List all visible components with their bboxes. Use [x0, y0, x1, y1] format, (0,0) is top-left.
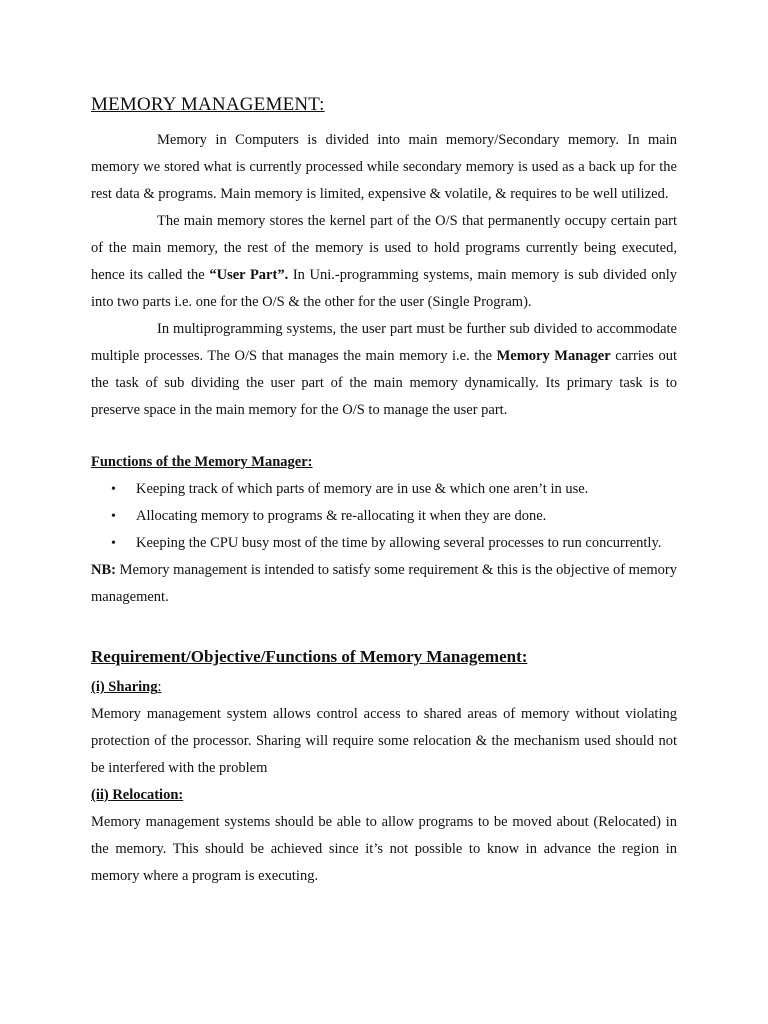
- list-item-text: Allocating memory to programs & re-allocating it when they are done.: [136, 508, 547, 524]
- relocation-heading: (ii) Relocation:: [91, 787, 184, 803]
- nb-text: Memory management is intended to satisfy some requirement & this is the objective of memory management.: [91, 562, 677, 605]
- intro-paragraph-2-text-b: In Uni.-programming systems, main memory is sub divided only into two parts i.e. one for the O/S & the other for the user (Single Program).: [91, 267, 677, 310]
- bullet-icon: •: [111, 509, 116, 524]
- intro-paragraph-2: [91, 208, 677, 316]
- nb-label: NB:: [91, 562, 116, 578]
- spacer: [91, 424, 677, 449]
- intro-paragraph-3: [91, 316, 677, 424]
- list-item-text: Keeping track of which parts of memory are in use & which one aren’t in use.: [136, 481, 589, 497]
- sharing-paragraph: Memory management system allows control access to shared areas of memory without violating protection of the processor. Sharing will require some relocation & the mechanism used should not be interfered with the problem: [91, 706, 677, 776]
- list-item: [91, 476, 677, 503]
- nb-note: [91, 557, 677, 611]
- intro-paragraph-3-text-b: carries out the task of sub dividing the user part of the main memory dynamically. Its primary task is to preserve space in the main memory for the O/S to manage the user part.: [91, 348, 677, 418]
- list-item: [91, 530, 677, 557]
- sharing-heading-colon: :: [157, 679, 162, 695]
- intro-paragraph-2-text-a: The main memory stores the kernel part of the O/S that permanently occupy certain part of the main memory, the rest of the memory is used to hold programs currently being executed, hence its called the: [91, 213, 677, 283]
- sharing-heading-text: (i) Sharing: [91, 679, 158, 695]
- memory-manager-term: Memory Manager: [496, 348, 611, 364]
- intro-paragraph-1: [91, 127, 677, 208]
- sharing-heading: [91, 674, 677, 701]
- bullet-icon: •: [111, 482, 116, 497]
- user-part-term: “User Part”.: [209, 267, 289, 283]
- intro-paragraph-1-text: Memory in Computers is divided into main memory/Secondary memory. In main memory we stored what is currently processed while secondary memory is used as a back up for the rest data & programs. Main memory is limited, expensive & volatile, & requires to be well utilized.: [91, 132, 677, 202]
- functions-list: [91, 476, 677, 557]
- page-title: MEMORY MANAGEMENT:: [91, 94, 325, 115]
- list-item-text: Keeping the CPU busy most of the time by allowing several processes to run concurrently.: [136, 535, 662, 551]
- spacer: [91, 611, 677, 644]
- document-page: [91, 92, 677, 890]
- intro-paragraph-3-text-a: In multiprogramming systems, the user part must be further sub divided to accommodate multiple processes. The O/S that manages the main memory i.e. the: [91, 321, 677, 364]
- requirements-heading: Requirement/Objective/Functions of Memory Management:: [91, 647, 528, 666]
- functions-heading: Functions of the Memory Manager:: [91, 454, 313, 470]
- relocation-paragraph: Memory management systems should be able to allow programs to be moved about (Relocated) in the memory. This should be achieved since it’s not possible to know in advance the region in memory where a program is executing.: [91, 814, 677, 884]
- bullet-icon: •: [111, 536, 116, 551]
- list-item: [91, 503, 677, 530]
